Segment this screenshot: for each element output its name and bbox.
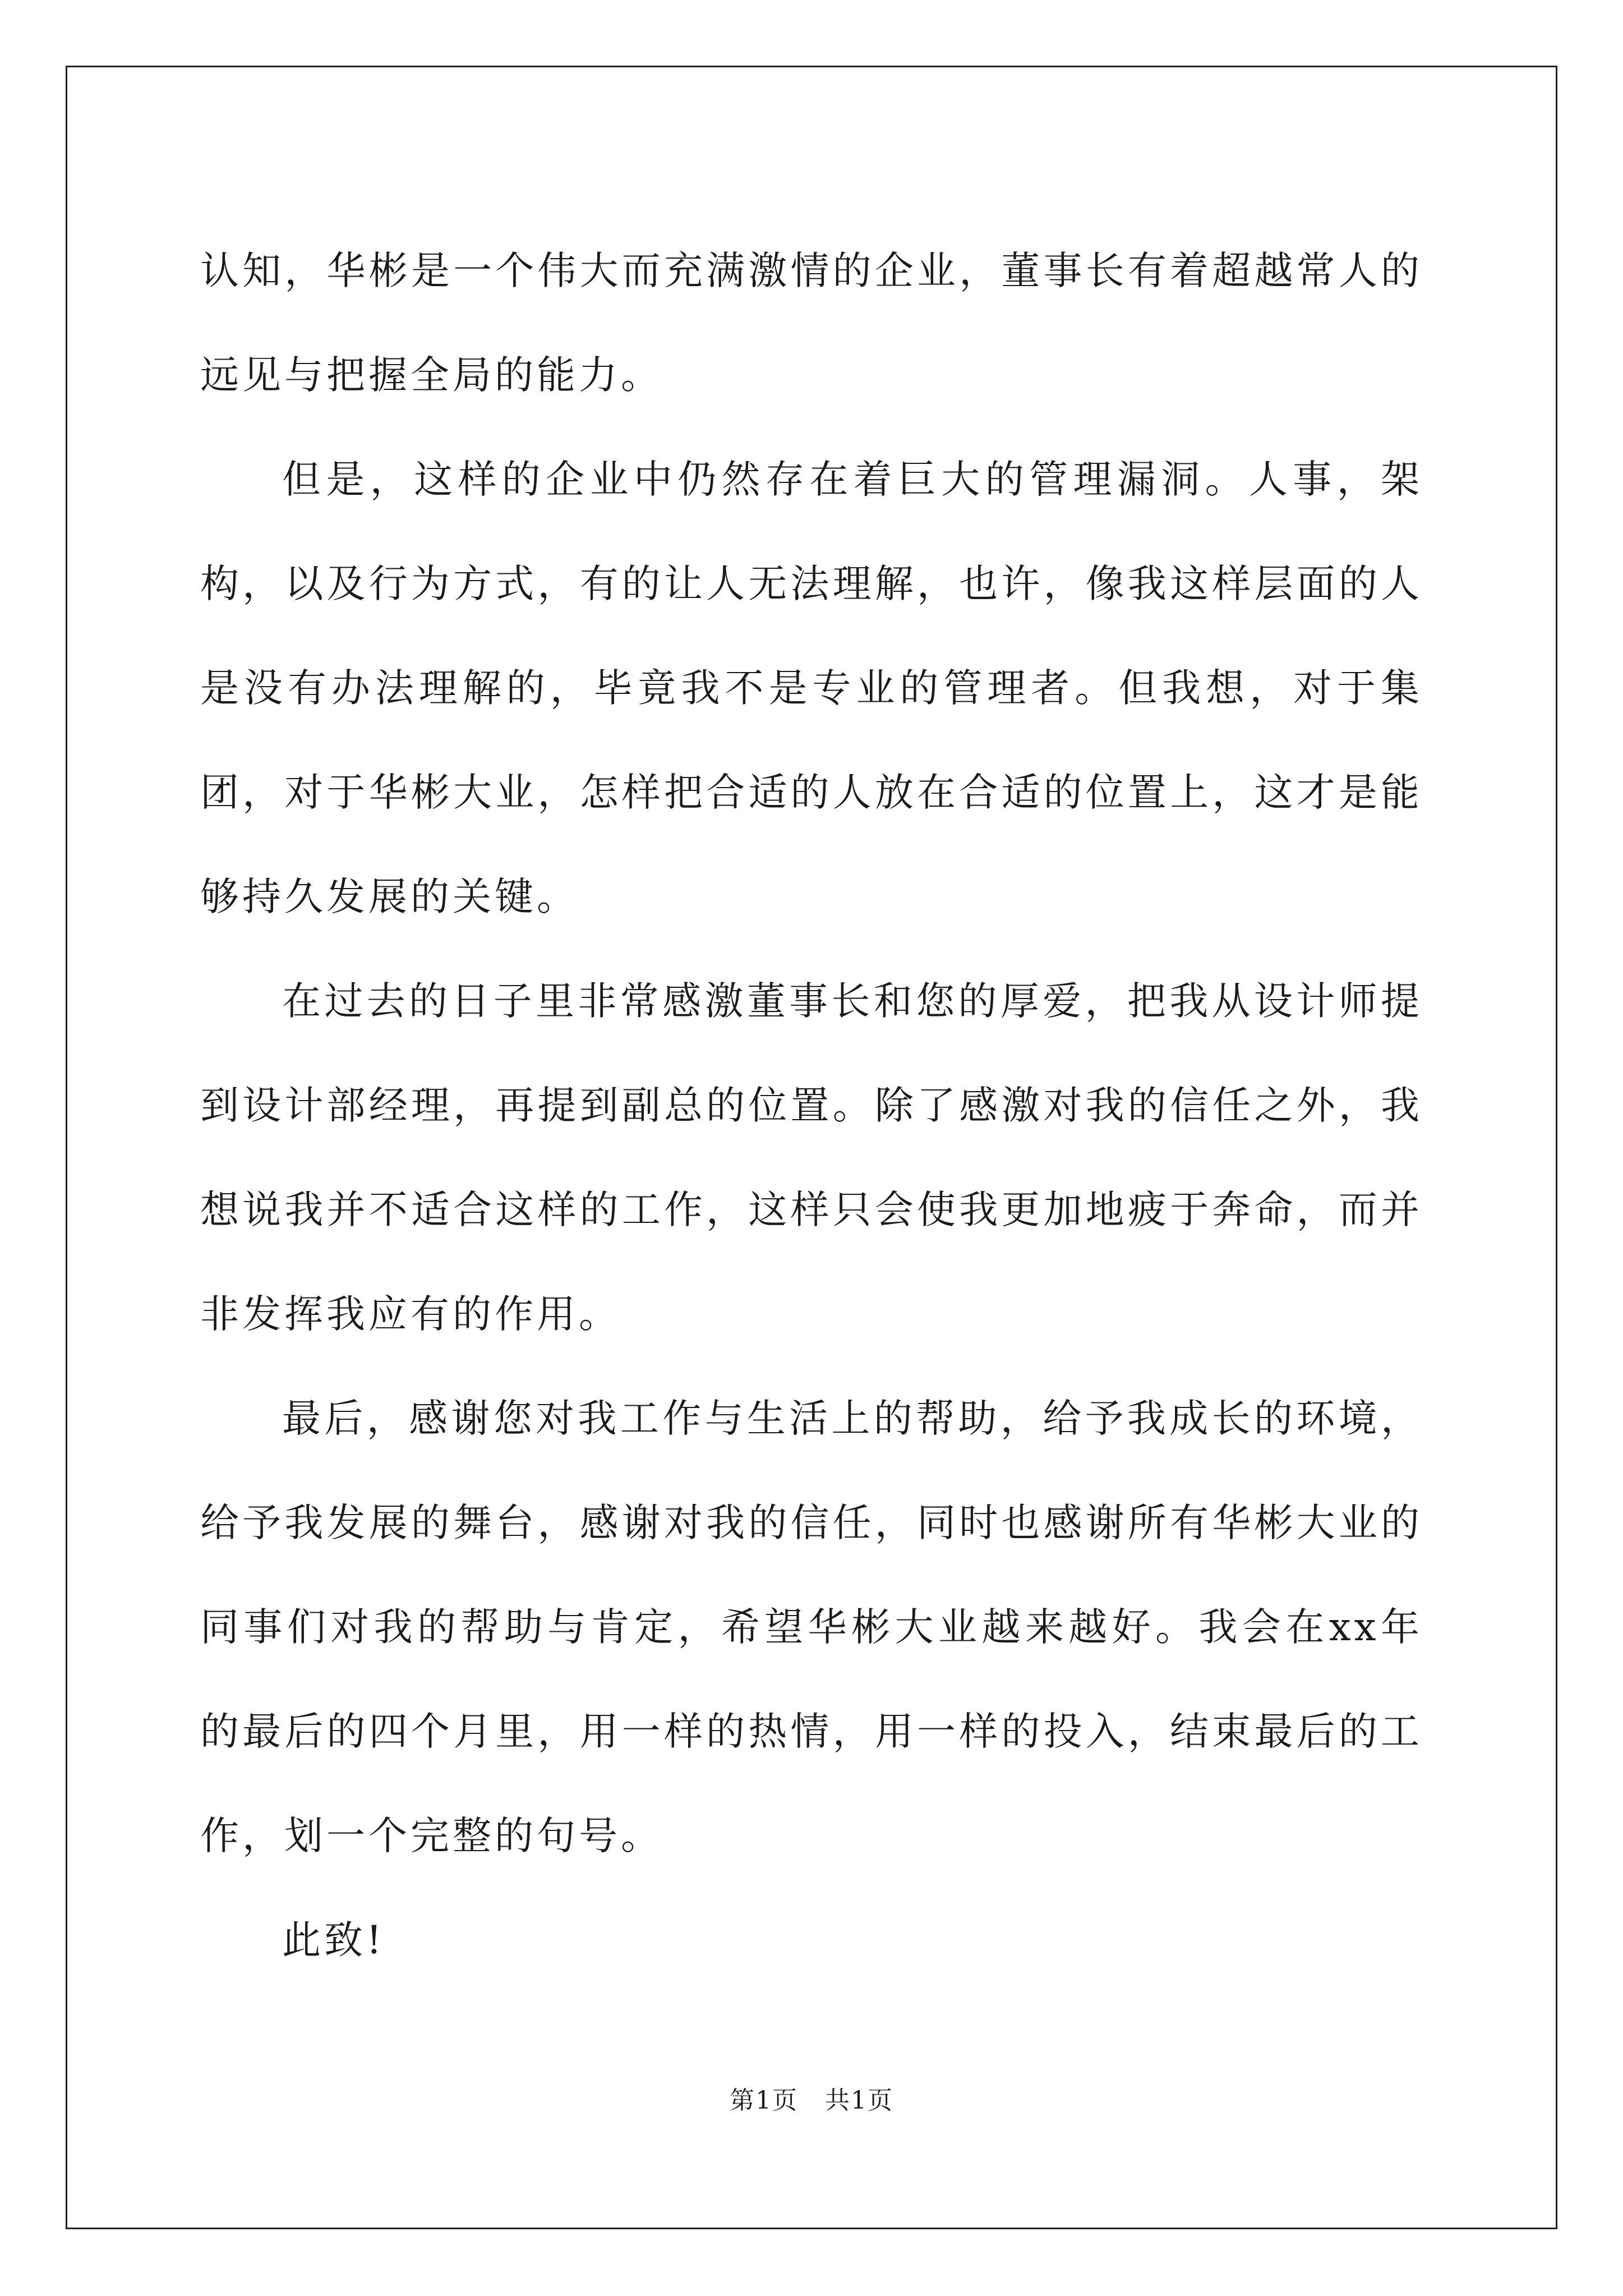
paragraph-management-issues: 但是，这样的企业中仍然存在着巨大的管理漏洞。人事，架构，以及行为方式，有的让人无法理解，也许，像我这样层面的人是没有办法理解的，毕竟我不是专业的管理者。但我想，对于集团，对于华彬大业，怎样把合适的人放在合适的位置上，这才是能够持久发展的关键。 [200, 457, 1423, 919]
paragraph-gratitude: 在过去的日子里非常感激董事长和您的厚爱，把我从设计师提到设计部经理，再提到副总的位置。除了感激对我的信任之外，我想说我并不适合这样的工作，这样只会使我更加地疲于奔命，而并非发挥我应有的作用。 [200, 979, 1423, 1337]
page-number-footer: 第1页 共1页 [730, 2086, 893, 2115]
paragraph-closing-thanks: 最后，感谢您对我工作与生活上的帮助，给予我成长的环境，给予我发展的舞台，感谢对我的信任，同时也感谢所有华彬大业的同事们对我的帮助与肯定，希望华彬大业越来越好。我会在xx年的最后的四个月里，用一样的热情，用一样的投入，结束最后的工作，划一个完整的句号。 [200, 1396, 1423, 1858]
letter-body [200, 219, 1423, 1993]
paragraph-vision: 认知，华彬是一个伟大而充满激情的企业，董事长有着超越常人的远见与把握全局的能力。 [200, 249, 1423, 398]
paragraph-salutation: 此致! [282, 1918, 385, 1963]
